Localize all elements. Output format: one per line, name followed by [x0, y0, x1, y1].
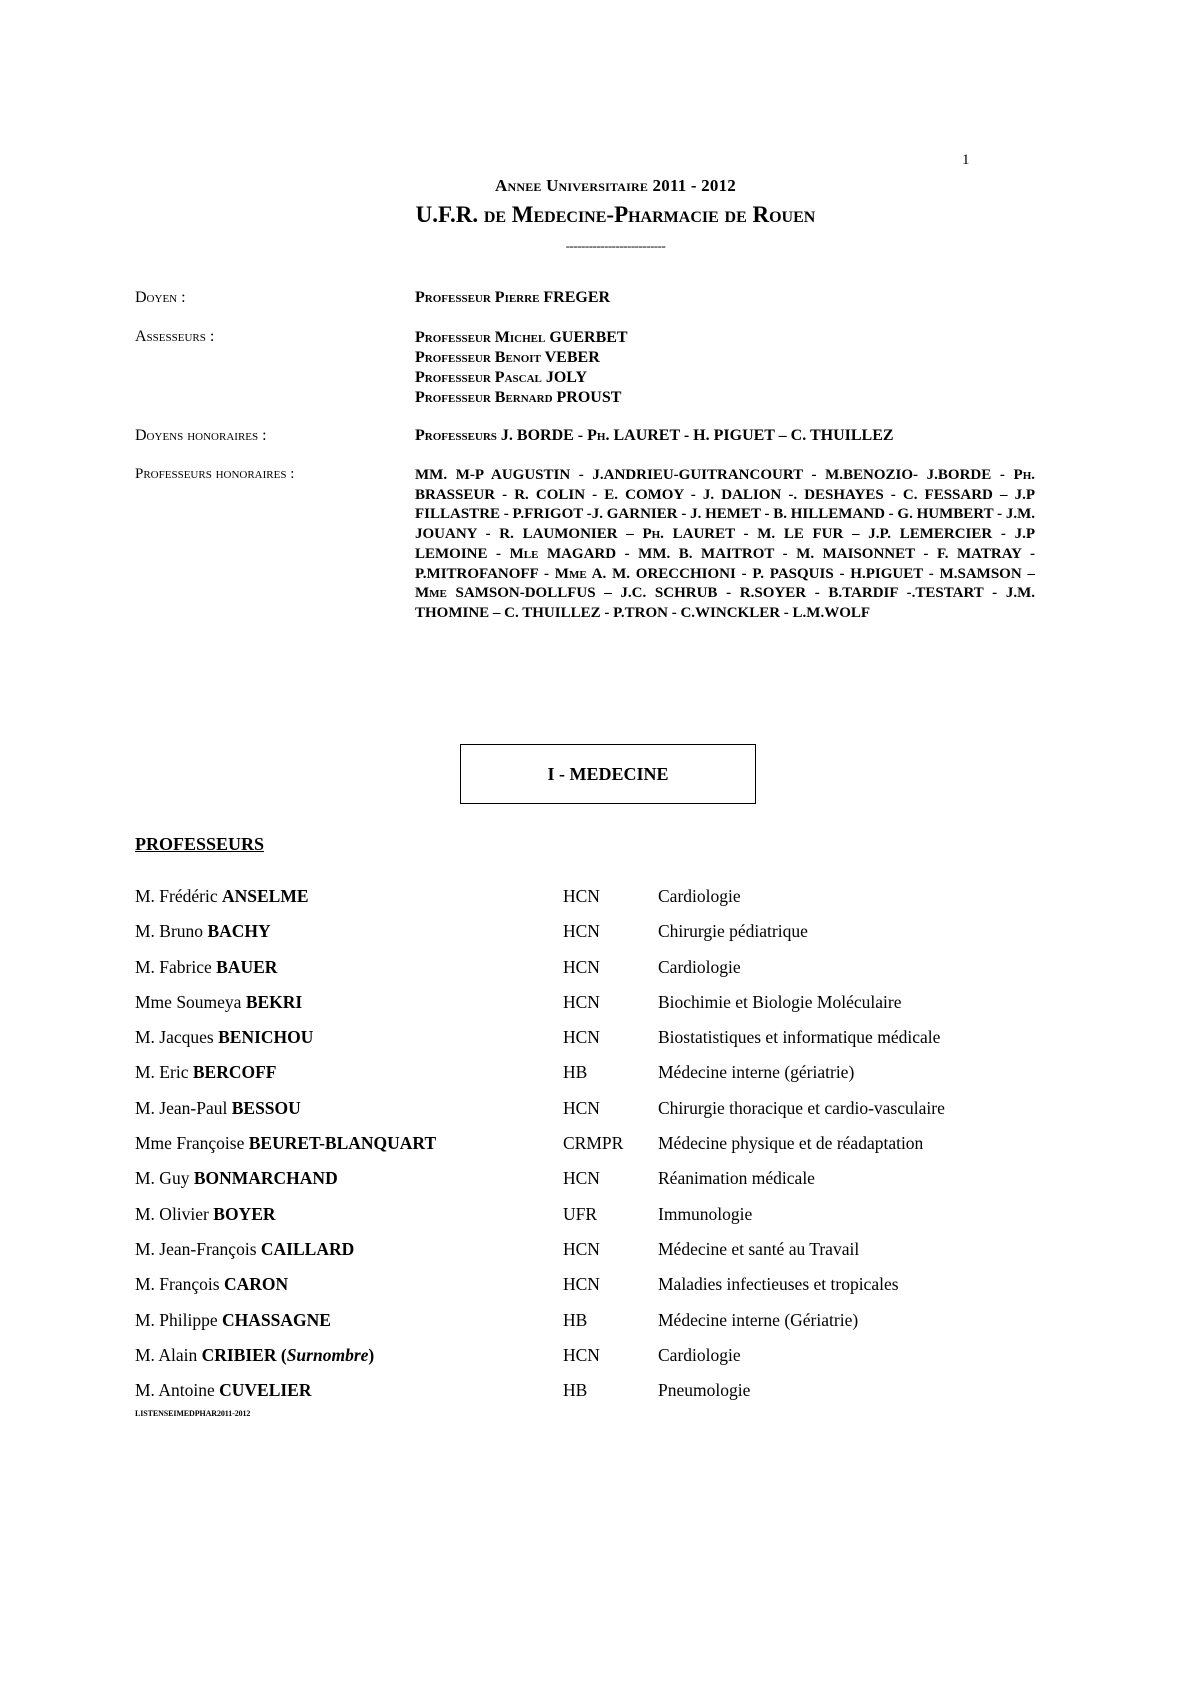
professor-first-name: M. Eric [135, 1062, 193, 1083]
table-row [135, 886, 1035, 921]
professor-specialty: Chirurgie pédiatrique [658, 921, 808, 942]
assesseurs-label: Assesseurs : [135, 328, 215, 345]
professor-specialty: Pneumologie [658, 1380, 751, 1401]
professor-status: HCN [563, 921, 600, 942]
table-row [135, 1027, 1035, 1062]
professor-status: HCN [563, 956, 600, 977]
doyens-honoraires-label: Doyens honoraires : [135, 427, 267, 444]
table-row [135, 1380, 1035, 1415]
professor-status: HCN [563, 1344, 600, 1365]
professor-surname: ANSELME [222, 886, 309, 906]
professor-specialty: Immunologie [658, 1203, 753, 1224]
professor-surname: CUVELIER [219, 1380, 312, 1401]
professor-status: HB [563, 1062, 588, 1083]
professor-status: HCN [563, 1238, 600, 1259]
professor-first-name: M. Bruno [135, 921, 208, 942]
professor-name [135, 921, 271, 942]
professor-first-name: M. Olivier [135, 1203, 214, 1224]
professor-status: HCN [563, 1168, 600, 1189]
professor-surname: CARON [223, 1274, 289, 1295]
table-row [135, 1204, 1035, 1239]
professor-note: (Surnombre) [276, 1344, 375, 1365]
professor-specialty: Médecine et santé au Travail [658, 1238, 860, 1259]
professor-surname: BESSOU [231, 1097, 301, 1118]
professor-status: HCN [563, 886, 600, 906]
professor-status: HB [563, 1309, 588, 1330]
assesseurs-list [415, 328, 628, 408]
assesseur-item: Professeur Bernard PROUST [415, 389, 622, 406]
professor-specialty: Médecine interne (gériatrie) [658, 1062, 855, 1083]
professor-surname: CRIBIER [201, 1344, 277, 1365]
table-row [135, 957, 1035, 992]
professor-first-name: M. Jean-Paul [135, 1097, 232, 1118]
doyen-value: Professeur Pierre FREGER [415, 289, 611, 306]
page-number: 1 [962, 152, 970, 168]
professeurs-list [135, 886, 1035, 1415]
professor-name [135, 1239, 354, 1260]
table-row [135, 1168, 1035, 1203]
professor-surname: BONMARCHAND [193, 1168, 338, 1189]
professor-name [135, 1027, 313, 1048]
professor-name [135, 1204, 276, 1225]
table-row [135, 1310, 1035, 1345]
professor-status: HCN [563, 991, 600, 1012]
professor-first-name: M. Fabrice [135, 956, 217, 977]
professor-status: HCN [563, 1027, 600, 1048]
professor-first-name: M. Guy [135, 1168, 194, 1189]
table-row [135, 921, 1035, 956]
professor-surname: BOYER [213, 1203, 276, 1224]
table-row [135, 1098, 1035, 1133]
professor-specialty: Cardiologie [658, 1344, 741, 1365]
professor-surname: BAUER [216, 956, 278, 977]
professor-specialty: Maladies infectieuses et tropicales [658, 1274, 899, 1295]
assesseur-item: Professeur Pascal JOLY [415, 369, 588, 386]
doyens-honoraires-value: Professeurs J. BORDE - Ph. LAURET - H. PIGUET – C. THUILLEZ [415, 427, 894, 444]
professor-specialty: Médecine physique et de réadaptation [658, 1133, 924, 1154]
professor-name [135, 1133, 436, 1154]
professor-first-name: Mme Soumeya [135, 991, 246, 1012]
professor-surname: BEURET-BLANQUART [248, 1133, 437, 1154]
professor-specialty: Biostatistiques et informatique médicale [658, 1027, 941, 1048]
professor-name [135, 1345, 374, 1366]
professor-name [135, 1062, 276, 1083]
professor-specialty: Médecine interne (Gériatrie) [658, 1309, 859, 1330]
professor-first-name: M. Frédéric [135, 886, 222, 906]
professor-status: HCN [563, 1097, 600, 1118]
professor-status: HB [563, 1380, 588, 1401]
professor-first-name: M. Antoine [135, 1380, 220, 1401]
doyen-label: Doyen : [135, 289, 186, 306]
section-box [460, 744, 756, 804]
professor-first-name: M. François [135, 1274, 224, 1295]
table-row [135, 1345, 1035, 1380]
professeurs-heading: PROFESSEURS [135, 834, 265, 854]
table-row [135, 992, 1035, 1027]
professor-first-name: M. Jacques [135, 1027, 219, 1048]
professor-specialty: Réanimation médicale [658, 1168, 815, 1189]
academic-year: Annee Universitaire 2011 - 2012 [495, 176, 736, 195]
table-row [135, 1062, 1035, 1097]
professor-specialty: Biochimie et Biologie Moléculaire [658, 991, 902, 1012]
assesseur-item: Professeur Michel GUERBET [415, 329, 628, 346]
page-title: U.F.R. de Medecine-Pharmacie de Rouen [415, 202, 816, 227]
professor-name [135, 1168, 338, 1189]
professor-specialty: Cardiologie [658, 886, 741, 906]
professor-first-name: M. Philippe [135, 1309, 223, 1330]
professor-surname: CHASSAGNE [222, 1309, 331, 1330]
professor-status: HCN [563, 1274, 600, 1295]
professor-surname: BEKRI [245, 991, 303, 1012]
professor-name [135, 886, 309, 907]
table-row [135, 1133, 1035, 1168]
professor-first-name: M. Alain [135, 1344, 202, 1365]
professor-name [135, 1310, 331, 1331]
professor-specialty: Chirurgie thoracique et cardio-vasculaire [658, 1097, 945, 1118]
professeurs-honoraires-label: Professeurs honoraires : [135, 466, 295, 482]
assesseur-item: Professeur Benoit VEBER [415, 349, 600, 366]
professor-surname: CAILLARD [260, 1238, 355, 1259]
professor-surname: BENICHOU [218, 1027, 314, 1048]
professor-name [135, 957, 277, 978]
section-title: I - MEDECINE [547, 763, 669, 784]
professor-status: CRMPR [563, 1133, 624, 1154]
professeurs-honoraires-value: MM. M-P AUGUSTIN - J.ANDRIEU-GUITRANCOURT - M.BENOZIO- J.BORDE - Ph. BRASSEUR - R. COLIN - E. COMOY - J. DALION -. DESHAYES - C. FESSARD – J.P FILLASTRE - P.FRIGOT -J. GARNIER - J. HEMET - B. HILLEMAND - G. HUMBERT - J.M. JOUANY - R. LAUMONIER – Ph. LAURET - M. LE FUR – J.P. LEMERCIER - J.P LEMOINE - Mle MAGARD - MM. B. MAITROT - M. MAISONNET - F. MATRAY - P.MITROFANOFF - Mme A. M. ORECCHIONI - P. PASQUIS - H.PIGUET - M.SAMSON – Mme SAMSON-DOLLFUS – J.C. SCHRUB - R.SOYER - B.TARDIF -.TESTART - J.M. THOMINE – C. THUILLEZ - P.TRON - C.WINCKLER - L.M.WOLF [415, 467, 1035, 621]
professor-name [135, 1098, 301, 1119]
professor-name [135, 992, 302, 1013]
professor-specialty: Cardiologie [658, 956, 741, 977]
professor-first-name: Mme Françoise [135, 1133, 249, 1154]
professor-status: UFR [563, 1203, 598, 1224]
professor-name [135, 1380, 312, 1401]
table-row [135, 1274, 1035, 1309]
professor-first-name: M. Jean-François [135, 1238, 261, 1259]
professor-surname: BACHY [207, 921, 271, 942]
professor-surname: BERCOFF [192, 1062, 277, 1083]
table-row [135, 1239, 1035, 1274]
footer-code: LISTENSEIMEDPHAR2011-2012 [135, 1409, 251, 1418]
title-divider: -------------------------- [565, 238, 666, 253]
professor-name [135, 1274, 288, 1295]
